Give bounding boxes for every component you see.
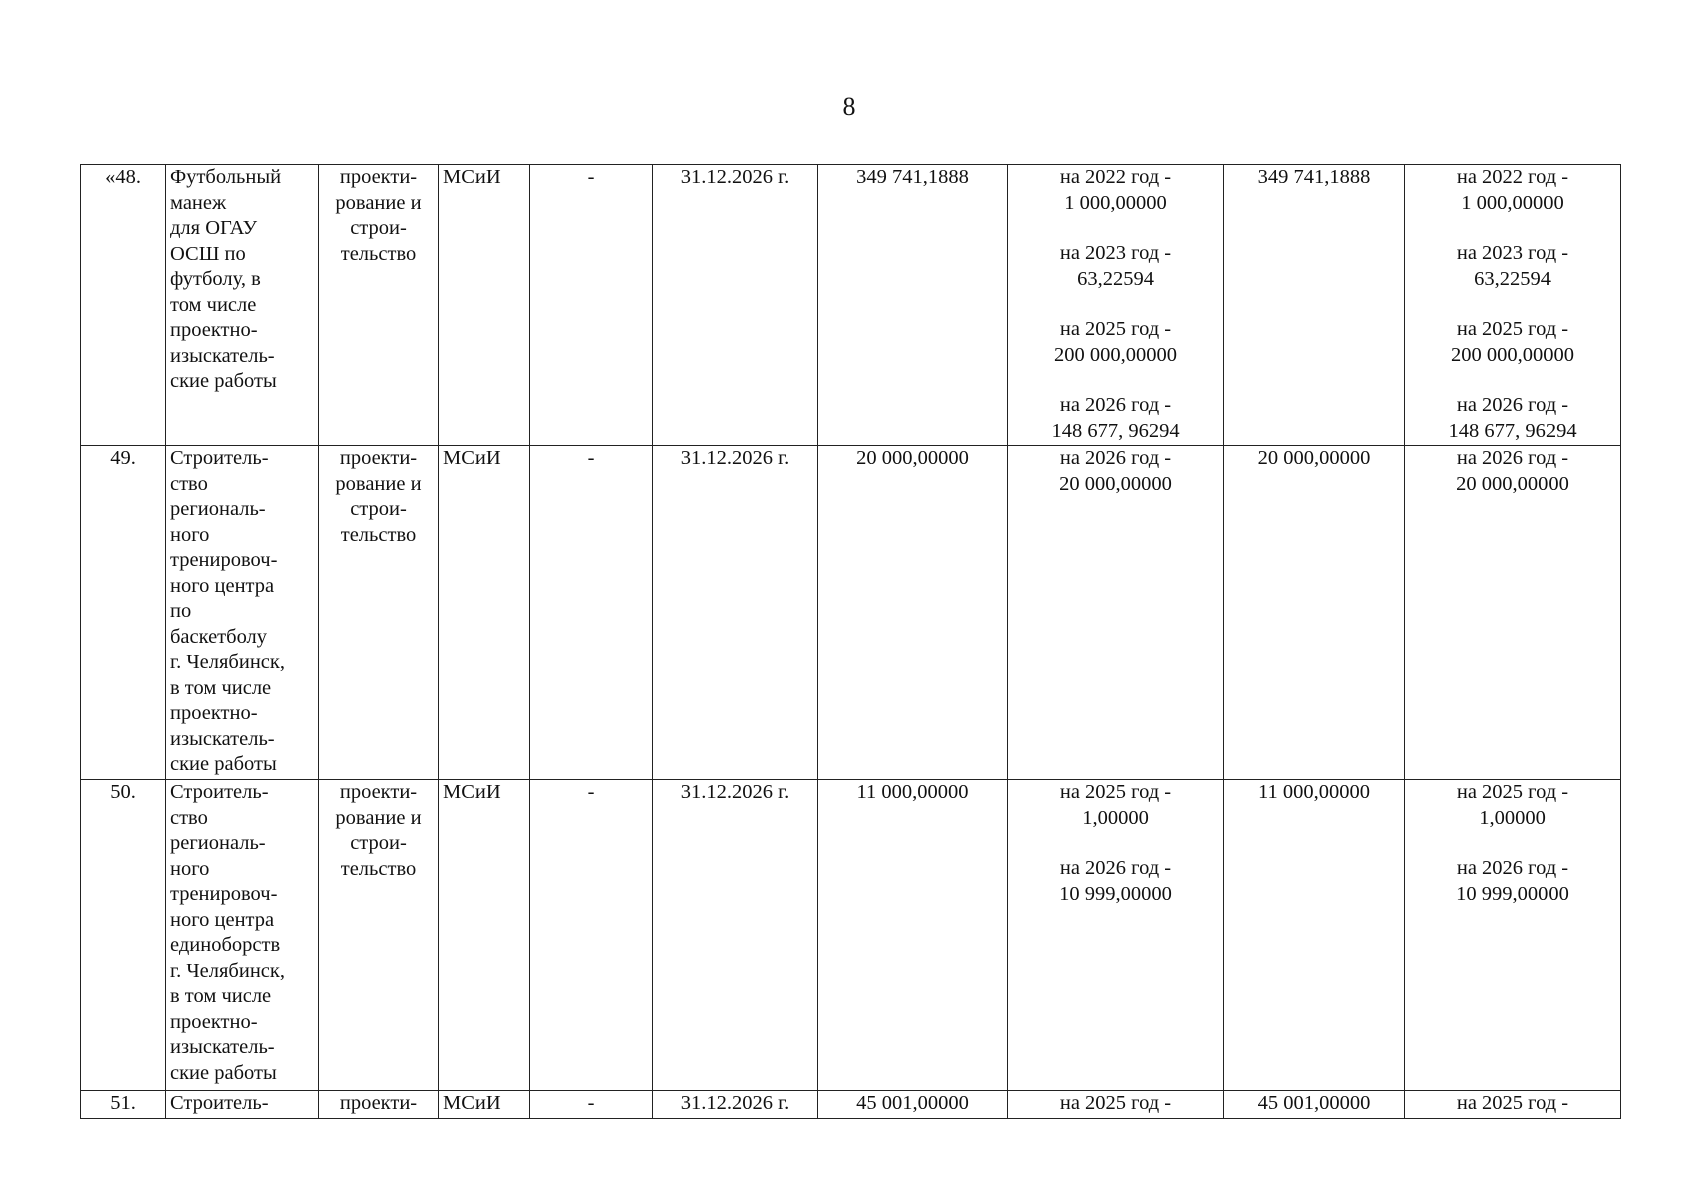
year-label: на 2026 год - [1059,857,1172,879]
total-cost-2: 349 741,1888 [1257,166,1371,188]
spacer [1409,368,1616,393]
yearly-funding-cell [1008,165,1224,446]
object-name-line: манеж [170,191,227,214]
year-value: 200 000,00000 [1054,343,1177,366]
object-name-line: ного [170,857,210,880]
spacer [1012,292,1219,317]
spacer [1012,368,1219,393]
year-label: на 2022 год - [1059,166,1172,188]
total-cost: 11 000,00000 [856,781,969,803]
spacer [1012,831,1219,856]
year-label: на 2025 год - [1456,781,1569,803]
yearly-funding-cell [1008,446,1224,780]
year-label: на 2026 год - [1456,394,1569,416]
year-label: на 2025 год - [1059,781,1172,803]
dash-mark: - [587,447,595,469]
year-value: 10 999,00000 [1456,882,1569,905]
object-name-line: ного [170,523,210,546]
object-name-line: региональ- [170,832,266,854]
table-row [81,446,1621,780]
year-label: на 2025 год - [1059,318,1172,340]
table-row [81,165,1621,446]
total-cost-2: 20 000,00000 [1257,447,1371,469]
work-type-line: рование и [335,191,422,214]
total-cost-cell [818,1091,1008,1119]
object-name-line: проектно- [170,319,258,341]
year-label: на 2025 год - [1456,1092,1569,1114]
total-cost-cell-2 [1224,780,1405,1091]
object-name-line: тренировоч- [170,883,278,905]
deadline-date: 31.12.2026 г. [680,1092,790,1114]
year-label: на 2023 год - [1059,242,1172,264]
total-cost-cell [818,780,1008,1091]
responsible-org-cell [439,165,530,446]
empty-value-cell [530,1091,653,1119]
table-row [81,780,1621,1091]
work-type-line: рование и [335,806,422,829]
object-name-cell [166,446,319,780]
year-value: 63,22594 [1474,267,1551,290]
year-value: 1 000,00000 [1064,191,1167,214]
row-number-cell [81,1091,166,1119]
year-value: 10 999,00000 [1059,882,1172,905]
deadline-cell [653,165,818,446]
year-value: 63,22594 [1077,267,1154,290]
work-type-line: строи- [350,217,407,239]
total-cost-cell [818,165,1008,446]
responsible-org: МСиИ [443,1092,501,1114]
total-cost-2: 45 001,00000 [1257,1092,1371,1114]
work-type-line: проекти- [339,1092,418,1114]
yearly-funding-cell [1008,780,1224,1091]
row-number: 50. [110,781,136,803]
empty-value-cell [530,446,653,780]
year-label: на 2025 год - [1059,1092,1172,1114]
object-name-line: ские работы [170,753,277,775]
yearly-funding-cell-2 [1405,446,1621,780]
total-cost: 45 001,00000 [856,1092,969,1114]
year-label: на 2026 год - [1456,857,1569,879]
object-name-line: ОСШ по [170,242,246,265]
year-label: на 2023 год - [1456,242,1569,264]
dash-mark: - [587,781,595,803]
deadline-date: 31.12.2026 г. [680,166,790,188]
object-name-line: изыскатель- [170,1036,275,1058]
object-name-line: проектно- [170,702,258,724]
work-type-cell [319,165,439,446]
object-name-line: проектно- [170,1010,258,1033]
object-name-line: Футбольный [170,166,282,188]
object-name-cell [166,165,319,446]
dash-mark: - [587,1092,595,1114]
deadline-cell [653,780,818,1091]
object-name-line: г. Челябинск, [170,959,285,982]
total-cost-cell-2 [1224,1091,1405,1119]
work-type-cell [319,446,439,780]
year-value: 20 000,00000 [1456,472,1569,495]
spacer [1409,216,1616,241]
object-name-cell [166,780,319,1091]
object-name-line: по [170,600,192,622]
row-number-cell [81,165,166,446]
yearly-funding-cell [1008,1091,1224,1119]
year-value: 200 000,00000 [1451,343,1574,366]
work-type-line: строи- [350,498,407,520]
year-value: 20 000,00000 [1059,472,1172,495]
object-name-line: Строитель- [170,781,269,803]
total-cost-cell-2 [1224,165,1405,446]
object-name-line: региональ- [170,498,266,520]
work-type-line: строи- [350,832,407,854]
row-number: 49. [110,447,136,469]
deadline-cell [653,446,818,780]
object-name-line: в том числе [170,676,272,699]
row-number-cell [81,446,166,780]
responsible-org: МСиИ [443,447,501,469]
object-name-line: ство [170,806,208,829]
total-cost: 349 741,1888 [856,166,969,188]
empty-value-cell [530,780,653,1091]
responsible-org-cell [439,446,530,780]
object-name-line: Строитель- [170,447,269,469]
responsible-org: МСиИ [443,166,501,188]
year-label: на 2022 год - [1456,166,1569,188]
responsible-org: МСиИ [443,781,501,803]
object-name-line: тренировоч- [170,549,278,571]
total-cost-cell-2 [1224,446,1405,780]
row-number: 51. [110,1092,136,1114]
total-cost-2: 11 000,00000 [1258,781,1370,803]
table-body [81,165,1621,1119]
year-label: на 2026 год - [1059,394,1172,416]
object-name-line: г. Челябинск, [170,651,285,673]
year-value: 1,00000 [1082,806,1149,829]
empty-value-cell [530,165,653,446]
work-type-line: проекти- [339,447,418,469]
object-name-line: ские работы [170,1061,277,1084]
object-name-line: для ОГАУ [170,217,258,239]
spacer [1012,216,1219,241]
deadline-cell [653,1091,818,1119]
object-name-line: ного центра [170,574,275,597]
object-name-line: изыскатель- [170,344,275,367]
object-name-line: баскетболу [170,625,268,648]
year-label: на 2025 год - [1456,318,1569,340]
table-row [81,1091,1621,1119]
row-number-cell [81,780,166,1091]
work-type-cell [319,1091,439,1119]
object-name-line: ного центра [170,908,275,931]
object-name-line: в том числе [170,985,272,1007]
year-value: 148 677, 96294 [1448,419,1577,442]
work-type-line: проекти- [339,166,418,188]
total-cost: 20 000,00000 [856,447,969,469]
work-type-line: рование и [335,472,422,495]
year-label: на 2026 год - [1059,447,1172,469]
year-label: на 2026 год - [1456,447,1569,469]
year-value: 1 000,00000 [1461,191,1564,214]
object-name-line: единоборств [170,934,281,956]
yearly-funding-cell-2 [1405,1091,1621,1119]
object-name-line: том числе [170,293,257,316]
spacer [1409,831,1616,856]
work-type-cell [319,780,439,1091]
object-name-line: Строитель- [170,1092,269,1114]
object-name-line: изыскатель- [170,727,275,750]
work-type-line: тельство [340,523,417,546]
work-type-line: проекти- [339,781,418,803]
yearly-funding-cell-2 [1405,780,1621,1091]
work-type-line: тельство [340,857,417,880]
year-value: 1,00000 [1479,806,1546,829]
object-name-line: ство [170,472,208,495]
total-cost-cell [818,446,1008,780]
deadline-date: 31.12.2026 г. [680,447,790,469]
object-name-cell [166,1091,319,1119]
deadline-date: 31.12.2026 г. [680,781,790,803]
page-number: 8 [842,92,856,121]
responsible-org-cell [439,1091,530,1119]
dash-mark: - [587,166,595,188]
investment-table [80,164,1621,1119]
object-name-line: ские работы [170,370,277,392]
object-name-line: футболу, в [170,268,261,290]
row-number: «48. [105,166,141,188]
responsible-org-cell [439,780,530,1091]
work-type-line: тельство [340,242,417,265]
yearly-funding-cell-2 [1405,165,1621,446]
spacer [1409,292,1616,317]
year-value: 148 677, 96294 [1051,419,1180,442]
